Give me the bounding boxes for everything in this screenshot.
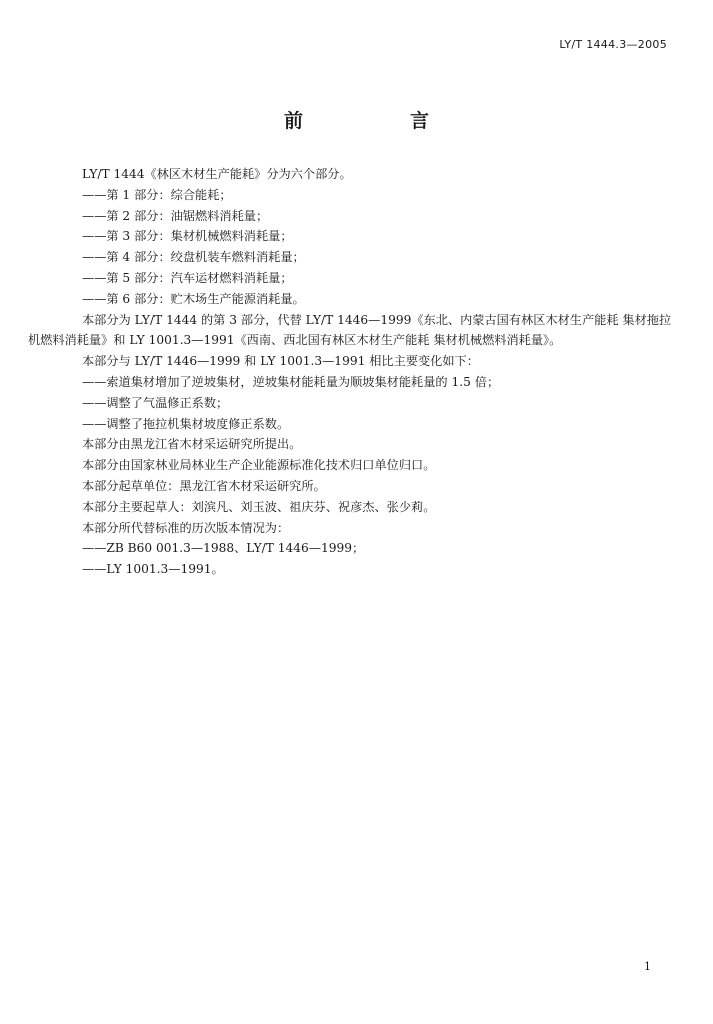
list-item-part-3: ——第 3 部分：集材机械燃料消耗量； [82,229,293,244]
list-item-part-6: ——第 6 部分：贮木场生产能源消耗量。 [82,291,305,306]
list-item-change-3: ——调整了拖拉机集材坡度修正系数。 [82,416,290,431]
list-item-part-5: ——第 5 部分：汽车运材燃料消耗量； [82,270,293,285]
paragraph-intro: LY/T 1444《林区木材生产能耗》分为六个部分。 [82,167,352,181]
list-item-history-1: ——ZB B60 001.3—1988、LY/T 1446—1999； [82,541,365,556]
list-item-change-2: ——调整了气温修正系数； [82,395,229,410]
paragraph-history-intro: 本部分所代替标准的历次版本情况为： [82,520,290,535]
list-item-part-2: ——第 2 部分：油锯燃料消耗量； [82,208,269,223]
list-item-part-4: ——第 4 部分：绞盘机装车燃料消耗量； [82,250,305,265]
paragraph-replaces: 本部分为 LY/T 1444 的第 3 部分，代替 LY/T 1446—1999《东北、内蒙古国有林区木材生产能耗 集材拖拉机燃料消耗量》和 LY 1001.3—1991《西南、西北国有林区木材生产能耗 集材机械燃料消耗量》。 [28,312,672,348]
list-item-part-1: ——第 1 部分：综合能耗； [82,187,232,202]
list-item-history-2: ——LY 1001.3—1991。 [82,562,224,577]
paragraph-drafting-unit: 本部分起草单位：黑龙江省木材采运研究所。 [82,478,326,493]
paragraph-proposer: 本部分由黑龙江省木材采运研究所提出。 [82,437,302,452]
page-title: 前 言 [283,110,473,132]
list-item-change-1: ——索道集材增加了逆坡集材，逆坡集材能耗量为顺坡集材能耗量的 1.5 倍； [82,374,500,389]
paragraph-centralizer: 本部分由国家林业局林业生产企业能源标准化技术归口单位归口。 [82,458,436,473]
standard-code: LY/T 1444.3—2005 [559,38,667,51]
paragraph-drafters: 本部分主要起草人：刘滨凡、刘玉波、祖庆芬、祝彦杰、张少莉。 [82,499,436,514]
paragraph-changes-intro: 本部分与 LY/T 1446—1999 和 LY 1001.3—1991 相比主要变化如下： [82,354,479,369]
foreword-body [28,164,678,580]
page-number: 1 [644,960,651,973]
